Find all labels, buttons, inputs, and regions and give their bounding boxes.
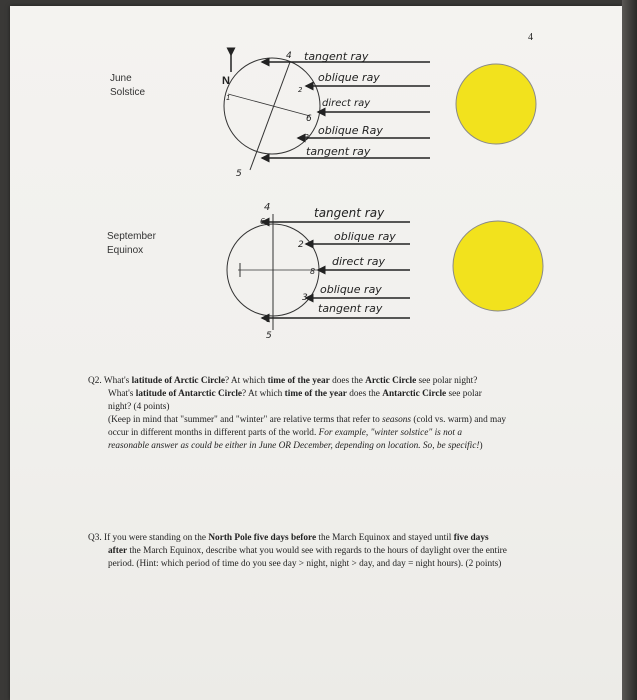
number-mark: 5 bbox=[266, 331, 272, 341]
ray-label: tangent ray bbox=[314, 206, 385, 220]
sun-icon bbox=[453, 221, 543, 311]
june-solstice-diagram bbox=[222, 50, 536, 179]
number-mark: 5 bbox=[236, 169, 242, 179]
ray-label: oblique ray bbox=[320, 283, 382, 296]
number-mark: 3 bbox=[302, 293, 308, 303]
number-mark: 6 bbox=[260, 217, 266, 226]
number-mark: 6 bbox=[306, 114, 312, 124]
sun-icon bbox=[456, 64, 536, 144]
number-mark: 8 bbox=[310, 267, 316, 276]
ray-label: oblique ray bbox=[318, 71, 380, 84]
ray-label: oblique ray bbox=[334, 230, 396, 243]
number-mark: 4 bbox=[264, 202, 271, 213]
ray-label: direct ray bbox=[332, 255, 385, 268]
ray-label: tangent ray bbox=[318, 302, 383, 315]
equator-line-june bbox=[228, 94, 310, 116]
september-equinox-label: September Equinox bbox=[107, 231, 156, 256]
ray-label: direct ray bbox=[322, 98, 371, 109]
number-mark: 2 bbox=[298, 86, 303, 94]
question-3: Q3. If you were standing on the North Pole five days before the March Equinox and stayed until five days after the March Equinox, describe what you would see with regards to the hours of daylight over the entire period. (Hint: which period of time do you see day > night, night > day, and day = night hours). (2 points) bbox=[88, 533, 507, 569]
number-mark: 1 bbox=[226, 94, 231, 102]
north-label: N bbox=[222, 75, 230, 87]
ray-label: tangent ray bbox=[304, 50, 369, 63]
ray-label: tangent ray bbox=[306, 145, 371, 158]
question-2: Q2. What's latitude of Arctic Circle? At which time of the year does the Arctic Circle see polar night? What's latitude of Antarctic Circle? At which time of the year does the Antarctic Circle see polar night? (4 points) (Keep in mind that "summer" and "winter" are relative terms that refer to seasons (cold vs. warm) and may occur in different months in different parts of the world. For example, "winter solstice" is not a reasonable answer as could be either in June OR December, depending on location. So, be specific!) bbox=[88, 376, 507, 451]
june-solstice-label: June Solstice bbox=[110, 73, 146, 98]
number-mark: 2 bbox=[298, 240, 304, 250]
september-equinox-diagram bbox=[227, 202, 543, 341]
number-mark: 3 bbox=[304, 133, 310, 142]
number-mark: 4 bbox=[286, 51, 292, 61]
number-mark: 1 bbox=[266, 315, 272, 324]
ray-label: oblique Ray bbox=[318, 124, 383, 137]
page-number: 4 bbox=[528, 32, 533, 43]
